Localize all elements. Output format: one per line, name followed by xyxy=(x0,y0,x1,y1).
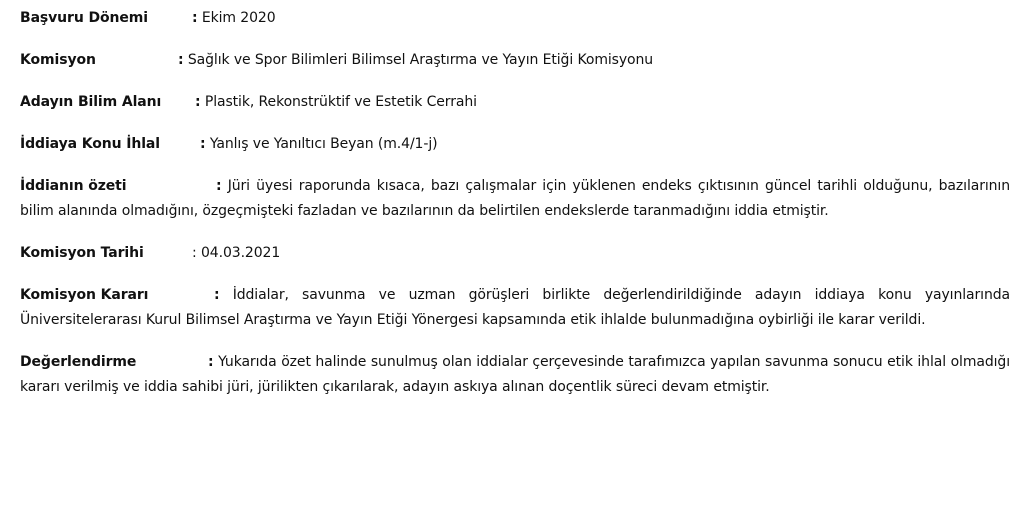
field-value: Yanlış ve Yanıltıcı Beyan (m.4/1-j) xyxy=(209,136,438,152)
field-label: İddiaya Konu İhlal xyxy=(20,136,160,152)
field-label: Komisyon xyxy=(20,52,96,68)
field-label: Başvuru Dönemi xyxy=(20,10,148,26)
field-value: Ekim 2020 xyxy=(201,10,276,26)
field-separator: : xyxy=(200,136,206,152)
field-komisyon xyxy=(20,48,1010,73)
field-separator: : xyxy=(216,178,222,194)
field-label: Adayın Bilim Alanı xyxy=(20,94,162,110)
field-separator: : xyxy=(178,52,184,68)
field-value: 04.03.2021 xyxy=(200,245,281,261)
field-separator: : xyxy=(208,354,214,370)
field-komisyon-karari xyxy=(20,283,1010,333)
field-separator: : xyxy=(214,287,220,303)
field-value: Plastik, Rekonstrüktif ve Estetik Cerrahi xyxy=(204,94,477,110)
field-label: Komisyon Tarihi xyxy=(20,245,144,261)
field-label: Komisyon Kararı xyxy=(20,287,149,303)
field-separator: : xyxy=(192,245,197,261)
field-iddianin-ozeti xyxy=(20,174,1010,224)
field-iddiaya-konu-ihlal xyxy=(20,132,1010,157)
field-separator: : xyxy=(192,10,198,26)
document-body xyxy=(20,6,1010,417)
field-value: Sağlık ve Spor Bilimleri Bilimsel Araştırma ve Yayın Etiği Komisyonu xyxy=(187,52,654,68)
field-degerlendirme xyxy=(20,350,1010,400)
field-komisyon-tarihi xyxy=(20,241,1010,266)
field-basvuru-donemi xyxy=(20,6,1010,31)
field-value: Yukarıda özet halinde sunulmuş olan iddialar çerçevesinde tarafımızca yapılan savunma sonucu etik ihlal olmadığı kararı verilmiş ve iddia sahibi jüri, jürilikten çıkarılarak, adayın askıya alınan doçentlik süreci devam etmiştir. xyxy=(20,354,1011,395)
field-value: Jüri üyesi raporunda kısaca, bazı çalışmalar için yüklenen endeks çıktısının güncel tarihli olduğunu, bazılarının bilim alanında olmadığını, özgeçmişteki fazladan ve bazılarının da belirtilen endekslerde taranmadığını iddia etmiştir. xyxy=(20,178,1010,219)
field-label: İddianın özeti xyxy=(20,178,127,194)
field-bilim-alani xyxy=(20,90,1010,115)
field-value: İddialar, savunma ve uzman görüşleri birlikte değerlendirildiğinde adayın iddiaya konu yayınlarında Üniversitelerarası Kurul Bilimsel Araştırma ve Yayın Etiği Yönergesi kapsamında etik ihlalde bulunmadığına oybirliği ile karar verildi. xyxy=(20,287,1010,328)
field-separator: : xyxy=(195,94,201,110)
field-label: Değerlendirme xyxy=(20,354,137,370)
